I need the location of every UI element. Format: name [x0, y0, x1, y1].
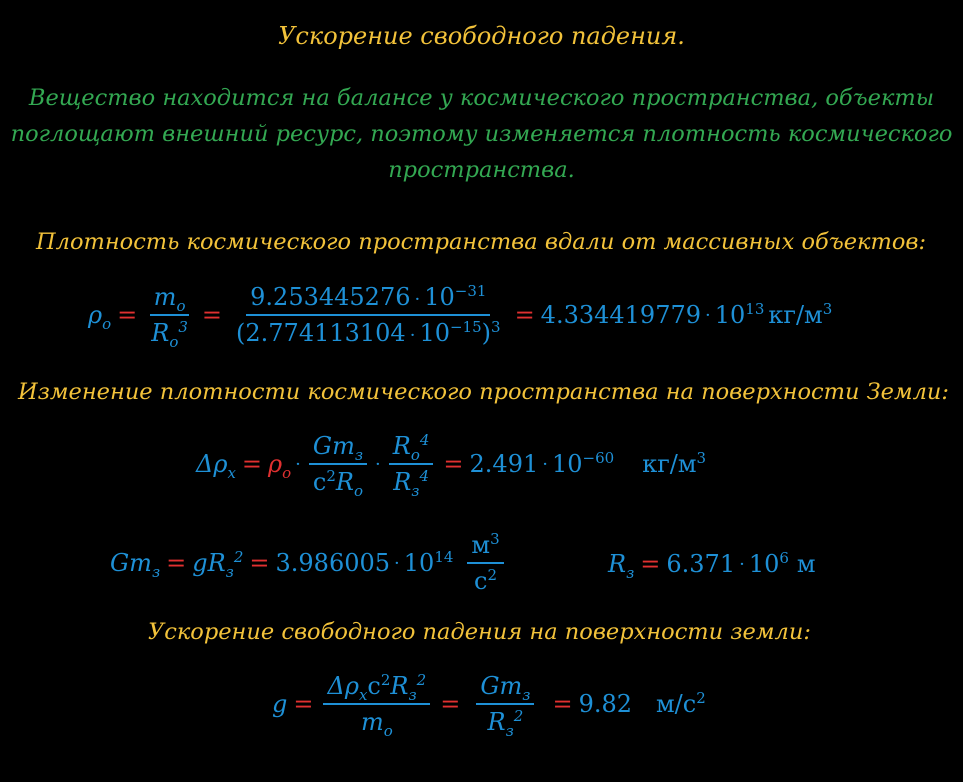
density-change-exponent: −60	[582, 449, 615, 467]
g-result: 9.82	[578, 690, 632, 718]
equation-density: $\rho_o$ = $\frac{m_o}{R_o^3}$ = $\frac{9.253445276 \cdot 10^{-31}}{(2.774113104 \cdot 10^{-15})^3}$ = 4.334419779 · $10^{13}$ $кг/м^3$	[88, 282, 833, 351]
density-change-result: 2.491	[469, 450, 539, 478]
g-unit: м/с	[656, 690, 697, 718]
fraction-radius-ratio: $\frac{R_o^4}{R_з^4}$	[389, 432, 434, 496]
equation-gm: $Gm_з$ = $gR_з^2$ = 3.986005 · $10^{14}$ $\frac{м^3}{с^2}$	[110, 531, 508, 595]
intro-line-2: поглощают внешний ресурс, поэтому изменяется плотность космического	[10, 121, 953, 147]
numerator-exponent: −31	[454, 282, 487, 300]
gm-value: 3.986005	[275, 549, 391, 577]
equation-density-change: $\Delta\rho_x$ = $\rho_o$ · $\frac{Gm_з}{c^2R_o}$ · $\frac{R_o^4}{R_з^4}$ = 2.491 · $10^{-60}$ $кг/м^3$	[196, 431, 707, 500]
radius-exponent: 6	[779, 549, 789, 567]
heading-density-change: Изменение плотности космического пространства на поверхности Земли:	[18, 379, 949, 405]
page-title: Ускорение свободного падения.	[278, 22, 685, 50]
density-change-unit: кг/м	[642, 450, 697, 478]
density-result-exponent: 13	[745, 300, 765, 318]
intro-line-1: Вещество находится на балансе у космического пространства, объекты	[28, 85, 935, 111]
radius-unit: м	[796, 550, 816, 578]
radius-value: 6.371	[666, 550, 736, 578]
fraction-g-density: $\frac{\Delta\rho_xc^2R_з^2}{m_o}$	[323, 672, 430, 736]
gm-exponent: 14	[434, 548, 454, 566]
density-result: 4.334419779	[540, 301, 701, 329]
fraction-g-gm: $\frac{Gm_з}{R_з^2}$	[476, 672, 534, 736]
fraction-m-over-r: $\frac{m_o}{R_o^3}$	[151, 283, 188, 351]
denominator-value: (2.774113104	[236, 319, 406, 347]
gm-unit-fraction: $\frac{м^3}{с^2}$	[467, 531, 503, 595]
equation-g: g = $\frac{\Delta\rho_xc^2R_з^2}{m_o}$ = $\frac{Gm_з}{R_з^2}$ = 9.82 $м/с^2$	[272, 671, 706, 740]
fraction-gm-over-c2r: $\frac{Gm_з}{c^2R_o}$	[309, 432, 367, 496]
numerator-value: 9.253445276	[250, 283, 411, 311]
equation-radius: $R_з$ = 6.371 · $10^6$ м	[608, 549, 816, 582]
heading-gravity: Ускорение свободного падения на поверхности земли:	[148, 619, 811, 645]
intro-line-3: пространства.	[388, 157, 575, 183]
heading-density: Плотность космического пространства вдали от массивных объектов:	[36, 229, 927, 255]
fraction-density-values: $\frac{9.253445276 \cdot 10^{-31}}{(2.774113104 \cdot 10^{-15})^3}$	[236, 282, 501, 347]
density-unit: кг/м	[768, 301, 823, 329]
denominator-exponent: −15	[449, 318, 482, 336]
